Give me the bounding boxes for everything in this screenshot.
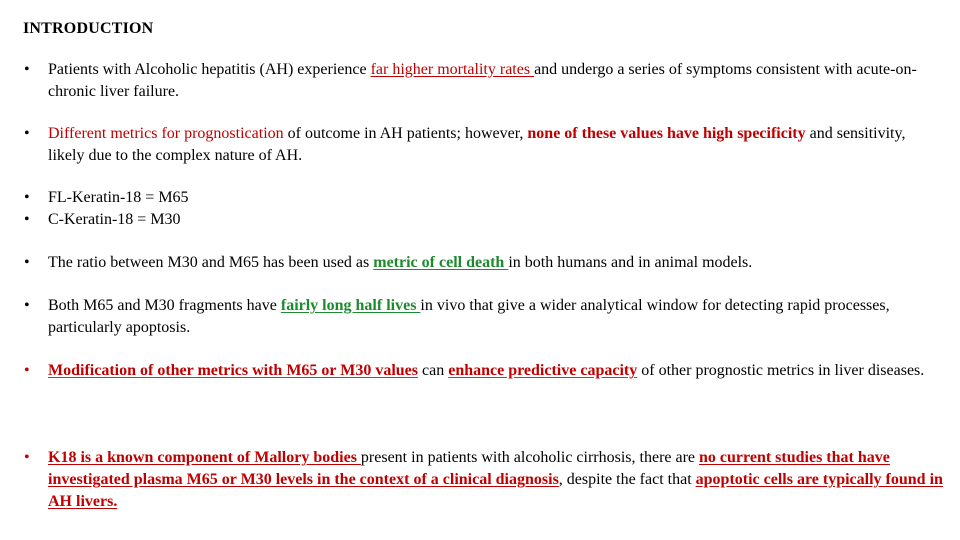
highlight-red: Modification of other metrics with M65 or M30 values <box>48 362 419 379</box>
text-run: of outcome in AH patients; however, <box>283 125 528 142</box>
highlight-green: metric of cell death <box>373 254 509 271</box>
bullet-marker: • <box>24 61 30 78</box>
bullet-item <box>24 187 944 209</box>
bullet-marker: • <box>24 211 30 228</box>
bullet-item <box>24 295 944 339</box>
bullet-marker: • <box>24 254 30 271</box>
text-run: can <box>418 362 449 379</box>
highlight-red: far higher mortality rates <box>370 61 535 78</box>
section-title: INTRODUCTION <box>23 20 154 37</box>
text-run: Patients with Alcoholic hepatitis (AH) experience <box>48 61 371 78</box>
bullet-text: C-Keratin-18 = M30 <box>48 211 181 228</box>
text-run: Both M65 and M30 fragments have <box>48 297 281 314</box>
bullet-marker: • <box>24 449 30 466</box>
bullet-item <box>24 447 944 513</box>
text-run: and sensitivity, likely due to the complex nature of AH. <box>48 125 906 164</box>
bullet-item <box>24 360 944 382</box>
bullet-text <box>48 59 944 103</box>
bullet-item <box>24 123 944 167</box>
bullet-text <box>48 123 944 167</box>
bullet-text <box>48 360 944 382</box>
bullet-item <box>24 252 944 274</box>
bullet-marker: • <box>24 189 30 206</box>
text-run: present in patients with alcoholic cirrhosis, there are <box>360 449 700 466</box>
text-run: and undergo a series of symptoms consistent with acute-on-chronic liver failure. <box>48 61 917 100</box>
text-run: of other prognostic metrics in liver diseases. <box>637 362 925 379</box>
bullet-marker: • <box>24 125 30 142</box>
highlight-red: apoptotic cells are typically found in AH livers. <box>48 471 943 510</box>
bullet-item <box>24 59 944 103</box>
highlight-red: none of these values have high specificity <box>527 125 806 142</box>
text-run: in both humans and in animal models. <box>508 254 753 271</box>
bullet-text <box>48 295 944 339</box>
highlight-red: K18 is a known component of Mallory bodies <box>48 449 361 466</box>
bullet-item <box>24 209 944 231</box>
text-run: The ratio between M30 and M65 has been used as <box>48 254 374 271</box>
text-run: , despite the fact that <box>558 471 696 488</box>
bullet-text: FL-Keratin-18 = M65 <box>48 189 189 206</box>
highlight-red: no current studies that have investigated plasma M65 or M30 levels in the context of a clinical diagnosis <box>48 449 890 488</box>
highlight-red: enhance predictive capacity <box>448 362 638 379</box>
bullet-marker: • <box>24 362 30 379</box>
bullet-marker: • <box>24 297 30 314</box>
highlight-green: fairly long half lives <box>280 297 421 314</box>
text-run: in vivo that give a wider analytical window for detecting rapid processes, particularly apoptosis. <box>48 297 890 336</box>
highlight-red: Different metrics for prognostication <box>48 125 284 142</box>
bullet-text <box>48 447 944 513</box>
bullet-text <box>48 252 944 274</box>
